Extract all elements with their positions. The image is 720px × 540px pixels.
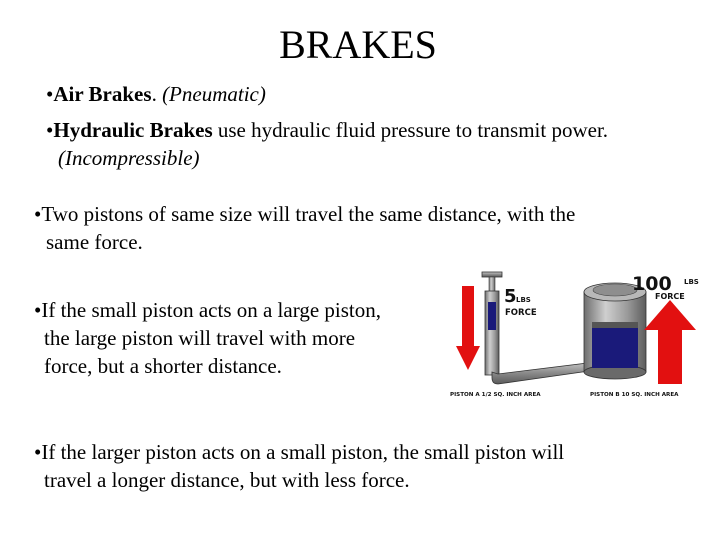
hydraulic-piston-diagram: [446, 266, 706, 402]
large-on-small-line2: travel a longer distance, but with less force.: [44, 468, 410, 492]
hydraulic-piston-svg: [446, 266, 706, 402]
small-on-large-line3: force, but a shorter distance.: [44, 354, 282, 378]
bullet-marker: •: [46, 118, 54, 142]
air-brakes-term: Air Brakes: [53, 82, 152, 106]
large-piston-icon: [584, 283, 646, 379]
small-on-large-line1: If the small piston acts on a large piston,: [41, 298, 381, 322]
hydraulic-brakes-text: use hydraulic fluid pressure to transmit power.: [212, 118, 609, 142]
bullet-marker: •: [34, 298, 42, 322]
small-force-label: FORCE: [505, 308, 537, 318]
large-force-arrow-icon: [644, 300, 696, 384]
two-pistons-line2: same force.: [46, 230, 143, 254]
piston-a-caption: PISTON A 1/2 SQ. INCH AREA: [450, 392, 541, 398]
bullet-air-brakes: [46, 80, 266, 108]
bullet-large-on-small: [34, 438, 564, 466]
air-brakes-note: (Pneumatic): [162, 82, 266, 106]
bullet-small-on-large: [34, 296, 381, 324]
slide-title: [0, 22, 720, 68]
title-text: BRAKES: [279, 22, 437, 67]
small-on-large-line2: the large piston will travel with more: [44, 326, 356, 350]
two-pistons-line1: Two pistons of same size will travel the same distance, with the: [41, 202, 576, 226]
small-force-arrow-icon: [456, 286, 480, 370]
bullet-hydraulic-brakes: [46, 116, 608, 144]
large-force-label: FORCE: [655, 292, 685, 301]
bullet-marker: •: [46, 82, 54, 106]
piston-b-caption: PISTON B 10 SQ. INCH AREA: [590, 392, 679, 398]
bullet-two-pistons: [34, 200, 575, 228]
small-force-value: 5: [504, 286, 517, 307]
small-force-unit: LBS: [516, 296, 531, 304]
large-force-value: 100: [632, 273, 672, 295]
hydraulic-brakes-term: Hydraulic Brakes: [53, 118, 213, 142]
small-piston-icon: [482, 272, 502, 375]
hydraulic-brakes-note: (Incompressible): [58, 146, 200, 170]
large-on-small-line1: If the larger piston acts on a small piston, the small piston will: [41, 440, 565, 464]
bullet-marker: •: [34, 440, 42, 464]
air-brakes-sep: .: [151, 82, 163, 106]
large-force-unit: LBS: [684, 278, 699, 286]
connecting-pipe: [492, 362, 596, 384]
bullet-marker: •: [34, 202, 42, 226]
